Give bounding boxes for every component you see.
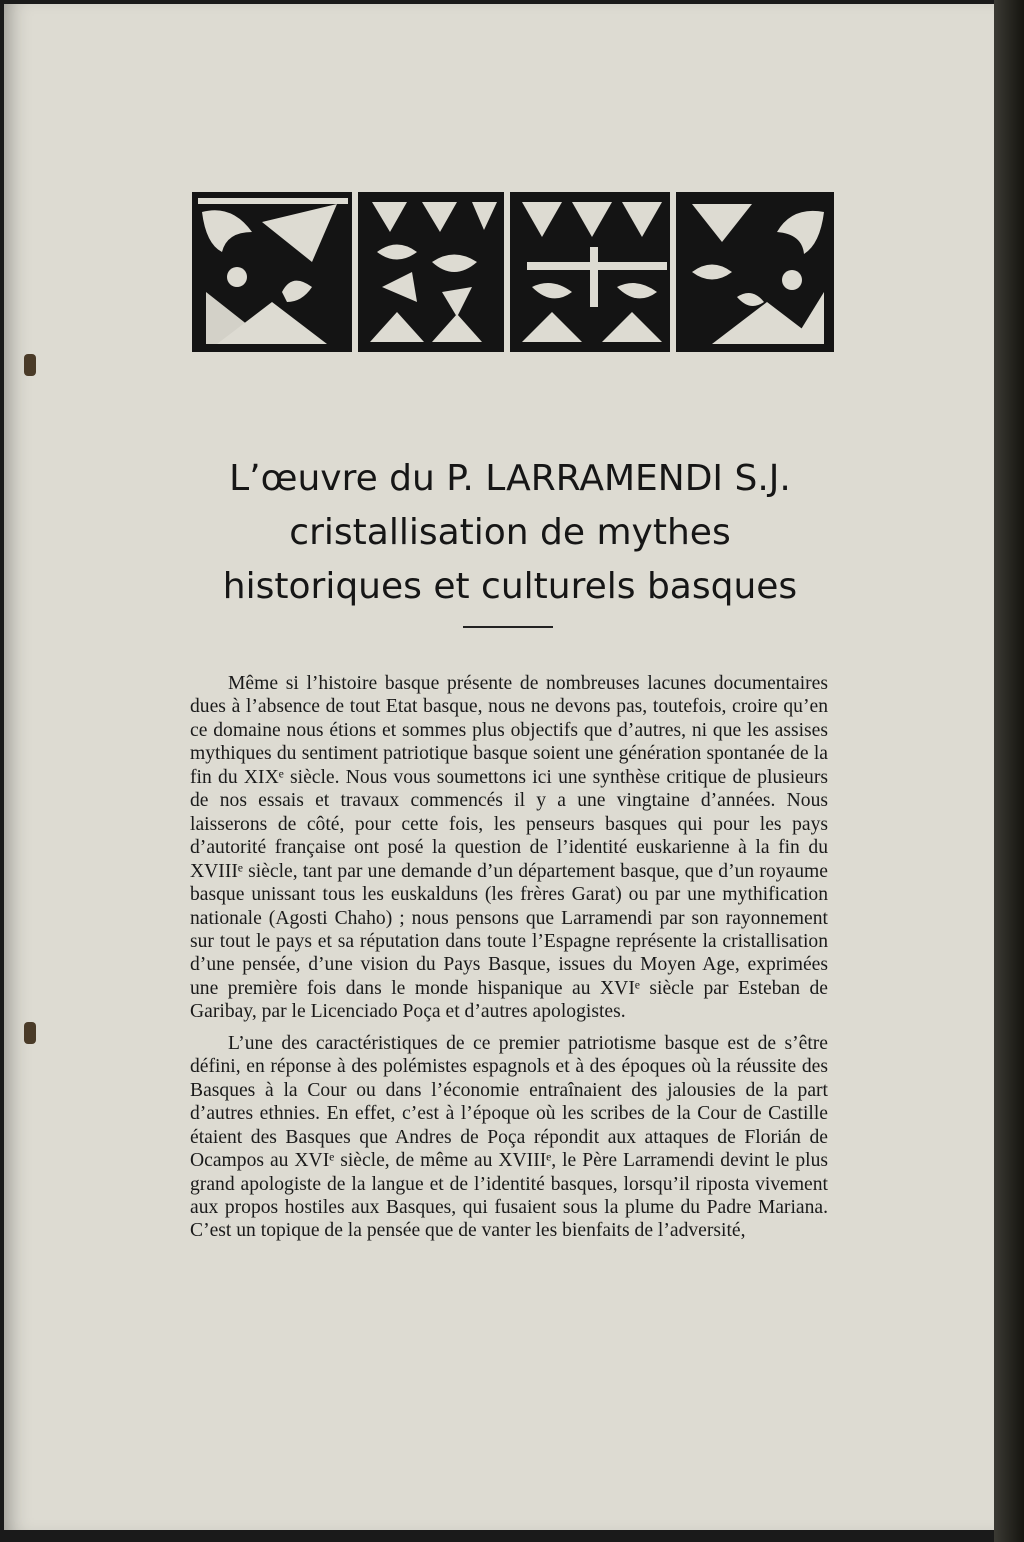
binding-stitch — [24, 1022, 36, 1044]
title-divider — [463, 626, 553, 628]
article-title — [140, 452, 880, 614]
title-line: cristallisation de mythes — [289, 512, 731, 553]
body-paragraph: L’une des caractéristiques de ce premier patriotisme basque est de s’être défini, en réponse à des polémistes espagnols et à des époques où la réussite des Basques à la Cour ou dans l’économie entraînaient des jalousies de la part d’autres ethnies. En effet, c’est à l’époque où les scribes de la Cour de Castille étaient des Basques que Andres de Poça répondit aux attaques de Florián de Ocampos au XVIᵉ siècle, de même au XVIIIᵉ, le Père Larramendi devint le plus grand apologiste de la langue et de l’identité basques, lorsqu’il riposta vivement aux propos hostiles aux Basques, qui fusaient sous la plume du Padre Mariana. C’est un topique de la pensée que de vanter les bienfaits de l’adversité, — [190, 1032, 828, 1242]
title-line: L’œuvre du P. LARRAMENDI S.J. — [229, 458, 791, 499]
title-line: historiques et culturels basques — [222, 566, 798, 607]
book-right-edge — [994, 0, 1024, 1542]
basque-ornament-icon — [192, 192, 834, 352]
binding-stitch — [24, 354, 36, 376]
body-paragraph: Même si l’histoire basque présente de nombreuses lacunes documentaires dues à l’absence de tout Etat basque, nous ne devons pas, toutefois, croire qu’en ce domaine nous étions et sommes plus objectifs que d’autres, ni que les assises mythiques du sentiment patriotique basque soient une génération spontanée de la fin du XIXᵉ siècle. Nous vous soumettons ici une synthèse critique de plusieurs de nos essais et travaux commencés il y a une vingtaine d’années. Nous laisserons de côté, pour cette fois, les penseurs basques qui pour les pays d’autorité française ont posé la question de l’identité euskarienne à la fin du XVIIIᵉ siècle, tant par une demande d’un département basque, que d’un royaume basque unissant tous les euskalduns (les frères Garat) ou par une mythification nationale (Agosti Chaho) ; nous pensons que Larramendi par son rayonnement sur tout le pays et sa réputation dans toute l’Espagne représente la cristallisation d’une pensée, d’une vision du Pays Basque, issues du Moyen Age, exprimées une première fois dans le monde hispanique au XVIᵉ siècle par Esteban de Garibay, par le Licenciado Poça et d’autres apologistes. — [190, 673, 828, 1023]
article-body — [190, 672, 828, 1251]
